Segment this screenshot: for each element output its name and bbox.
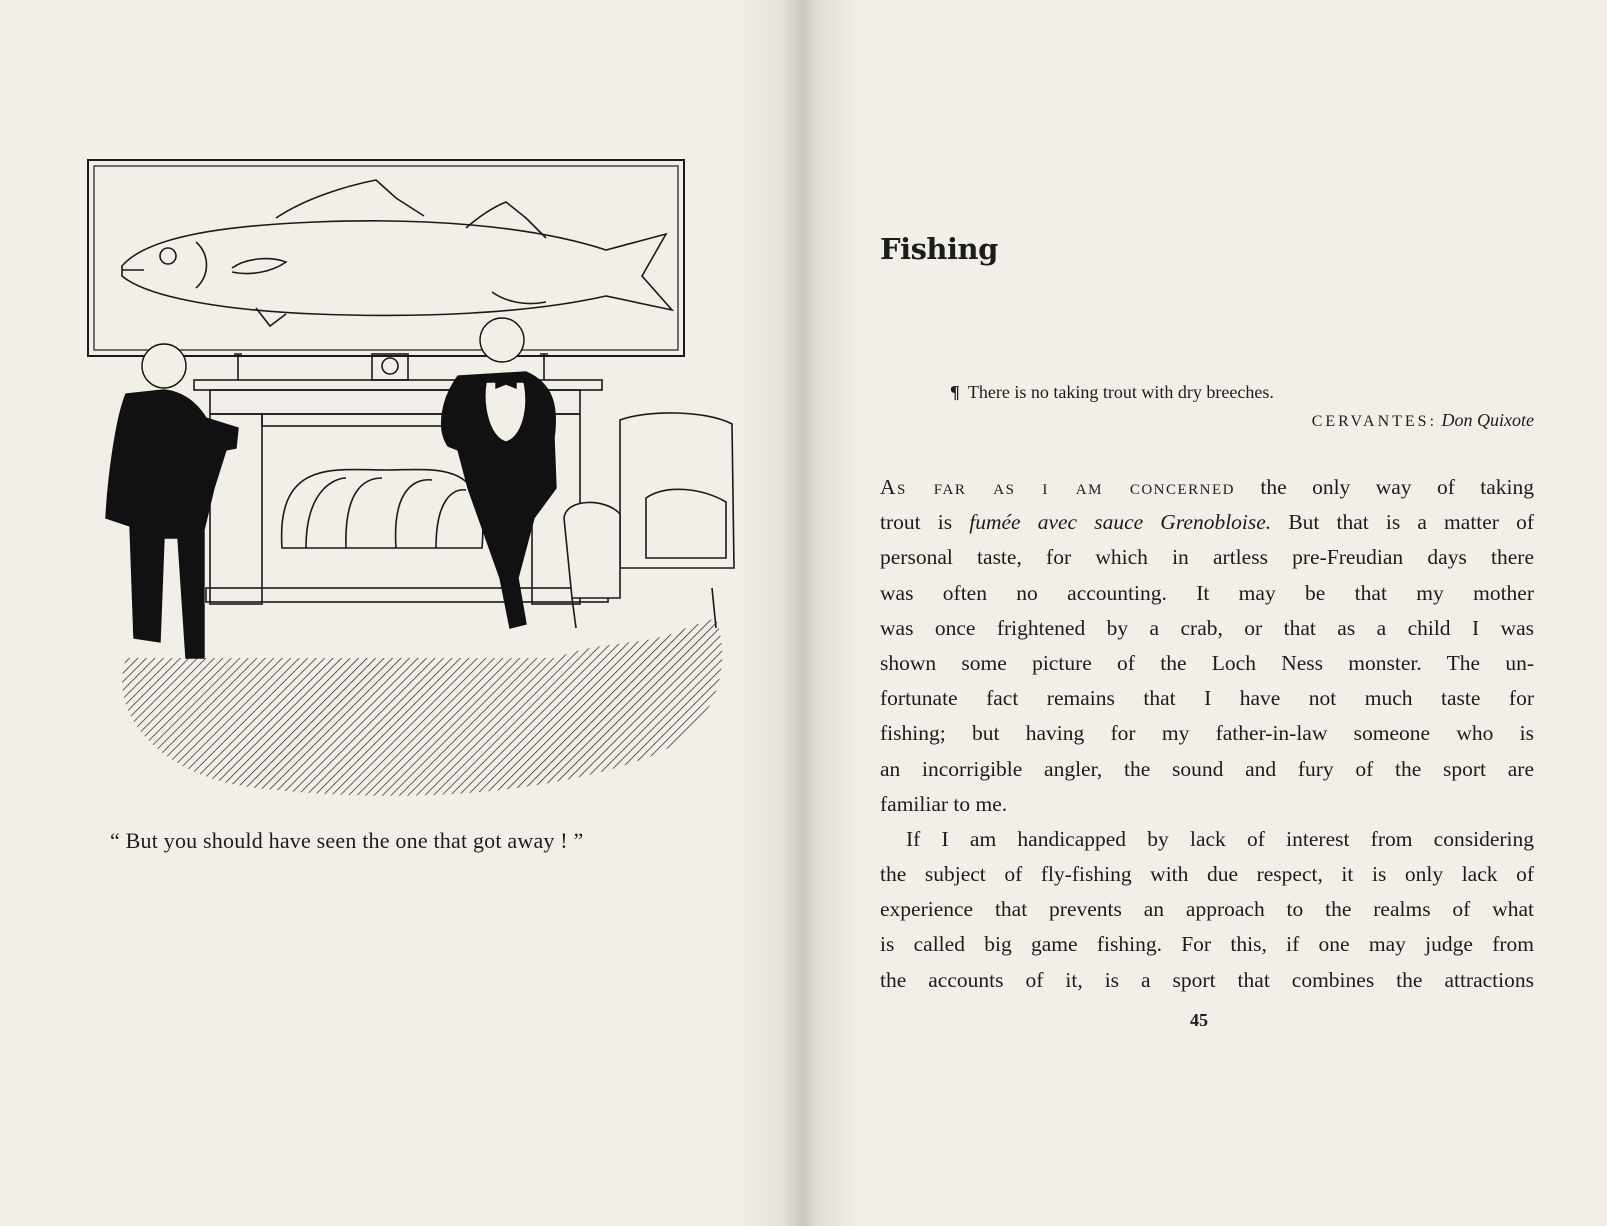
body-line: was once frightened by a crab, or that as a child I was bbox=[880, 615, 1534, 640]
italic-dish-name: fumée avec sauce Grenobloise. bbox=[969, 510, 1272, 535]
armchair bbox=[564, 413, 734, 628]
chapter-title: Fishing bbox=[880, 232, 998, 266]
illustration-caption: “ But you should have seen the one that got away ! ” bbox=[110, 828, 584, 853]
man-right bbox=[442, 318, 556, 628]
epigraph-attribution bbox=[950, 410, 1534, 431]
opening-small-caps: As far as i am concerned bbox=[880, 475, 1235, 499]
page-number: 45 bbox=[1190, 1010, 1208, 1030]
body-line bbox=[880, 505, 1534, 540]
body-text-span: the only way of taking bbox=[1260, 475, 1534, 499]
body-line: the accounts of it, is a sport that combines the attractions bbox=[880, 967, 1534, 992]
cartoon-illustration bbox=[86, 158, 746, 818]
body-line bbox=[880, 470, 1534, 505]
body-text-span: But that is a matter of bbox=[1288, 510, 1535, 535]
body-line: the subject of fly-fishing with due respect, it is only lack of bbox=[880, 862, 1534, 887]
body-line: was often no accounting. It may be that my mother bbox=[880, 580, 1534, 605]
body-line: fishing; but having for my father-in-law someone who is bbox=[880, 721, 1534, 746]
body-line: personal taste, for which in artless pre-Freudian days there bbox=[880, 545, 1534, 570]
floor-shadow bbox=[122, 618, 722, 796]
body-line: experience that prevents an approach to the realms of what bbox=[880, 897, 1534, 922]
chapter-body bbox=[880, 470, 1534, 998]
epigraph-quote bbox=[950, 382, 1534, 403]
epigraph-work: Don Quixote bbox=[1441, 410, 1534, 430]
epigraph-text: There is no taking trout with dry breeches. bbox=[967, 382, 1274, 402]
body-line: an incorrigible angler, the sound and fury of the sport are bbox=[880, 756, 1534, 781]
man-left bbox=[106, 344, 238, 658]
body-line: is called big game fishing. For this, if one may judge from bbox=[880, 932, 1534, 957]
pilcrow-symbol: ¶ bbox=[950, 382, 960, 402]
body-line: familiar to me. bbox=[880, 791, 1008, 816]
body-line: fortunate fact remains that I have not much taste for bbox=[880, 686, 1534, 711]
fish-drawing bbox=[122, 180, 672, 326]
epigraph-author: CERVANTES: bbox=[1311, 413, 1438, 430]
body-line: shown some picture of the Loch Ness monster. The un- bbox=[880, 650, 1534, 675]
body-text-span: trout is bbox=[880, 510, 953, 535]
left-page bbox=[0, 0, 803, 1226]
body-line: If I am handicapped by lack of interest from considering bbox=[906, 826, 1534, 851]
book-gutter bbox=[740, 0, 860, 1226]
